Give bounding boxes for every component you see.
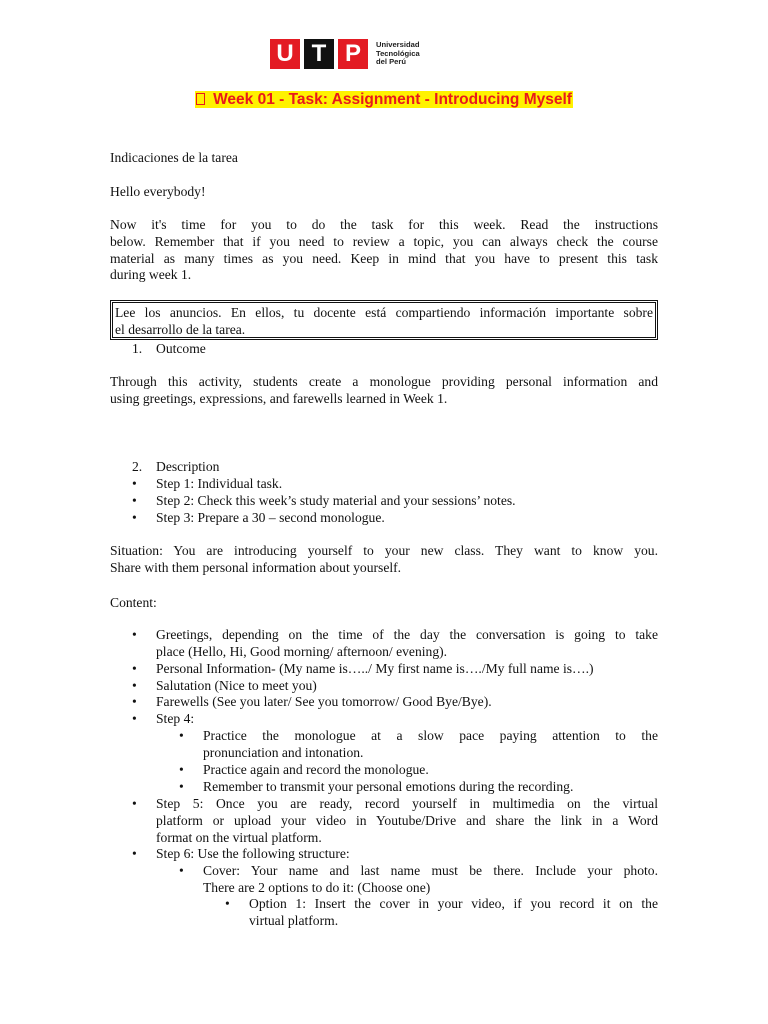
content-line: Step 6: Use the following structure: xyxy=(156,846,350,861)
sub-line: pronunciation and intonation. xyxy=(203,744,364,760)
content-line: format on the virtual platform. xyxy=(156,829,322,845)
list-item xyxy=(132,627,658,661)
list-item xyxy=(132,694,492,711)
content-line: place (Hello, Hi, Good morning/ afternoon/ evening). xyxy=(156,643,448,659)
title-highlight xyxy=(195,91,573,108)
logo-line-2: Tecnológica xyxy=(376,48,420,58)
step-text: Step 1: Individual task. xyxy=(156,476,283,491)
bullet-icon: • xyxy=(132,694,137,709)
content-line: Farewells (See you later/ See you tomorrow/ Good Bye/Bye). xyxy=(156,694,492,709)
sub-line: Remember to transmit your personal emotions during the recording. xyxy=(203,779,574,794)
intro-line: Now it's time for you to do the task for this week. Read the instructions xyxy=(110,217,658,232)
bullet-icon: • xyxy=(132,510,137,525)
content-line: Personal Information- (My name is…../ My first name is…./My full name is….) xyxy=(156,661,594,676)
list-item xyxy=(179,863,658,897)
list-item xyxy=(179,762,429,779)
notice-line: el desarrollo de la tarea. xyxy=(115,321,246,337)
sub-line: Practice the monologue at a slow pace paying attention to the xyxy=(203,728,658,743)
sub-line: Cover: Your name and last name must be there. Include your photo. xyxy=(203,863,658,878)
title-text: Week 01 - Task: Assignment - Introducing Myself xyxy=(213,91,572,108)
instructions-heading: Indicaciones de la tarea xyxy=(110,150,238,165)
utp-logo xyxy=(270,38,420,70)
list-item xyxy=(132,846,350,863)
logo-line-1: Universidad xyxy=(376,40,420,50)
logo-line-3: del Perú xyxy=(376,57,406,67)
page-title xyxy=(0,90,768,110)
list-item xyxy=(179,728,658,762)
list-item xyxy=(132,678,317,695)
sub-line: Practice again and record the monologue. xyxy=(203,762,429,777)
bullet-icon: • xyxy=(132,661,137,676)
checkbox-glyph-icon xyxy=(196,93,205,105)
notice-box xyxy=(110,300,658,340)
bullet-icon: • xyxy=(179,762,184,777)
content-line: Greetings, depending on the time of the day the conversation is going to take xyxy=(156,627,658,642)
sub-line: There are 2 options to do it: (Choose one) xyxy=(203,879,431,895)
bullet-icon: • xyxy=(132,796,137,811)
list-item xyxy=(132,796,658,846)
bullet-icon: • xyxy=(225,896,230,911)
logo-letter-t: T xyxy=(304,39,334,69)
step-text: Step 2: Check this week’s study material and your sessions’ notes. xyxy=(156,493,516,508)
situation-paragraph xyxy=(110,543,658,577)
intro-line: during week 1. xyxy=(110,267,192,283)
intro-paragraph xyxy=(110,217,658,284)
bullet-icon: • xyxy=(132,678,137,693)
bullet-icon: • xyxy=(179,863,184,878)
list-item xyxy=(132,661,594,678)
bullet-icon: • xyxy=(132,476,137,491)
list-item xyxy=(132,493,516,510)
bullet-icon: • xyxy=(132,627,137,642)
greeting-text: Hello everybody! xyxy=(110,184,206,199)
bullet-icon: • xyxy=(132,846,137,861)
situation-line: Situation: You are introducing yourself to your new class. They want to know you. xyxy=(110,543,658,558)
outcome-number: 1. xyxy=(132,341,143,356)
content-line: Step 4: xyxy=(156,711,195,726)
logo-letter-u: U xyxy=(270,39,300,69)
intro-line: below. Remember that if you need to review a topic, you can always check the course xyxy=(110,233,658,249)
sub-line: Option 1: Insert the cover in your video, if you record it on the xyxy=(249,896,658,911)
description-label: Description xyxy=(156,459,220,474)
content-line: platform or upload your video in Youtube/Drive and share the link in a Word xyxy=(156,812,658,828)
bullet-icon: • xyxy=(179,779,184,794)
list-item xyxy=(132,711,195,728)
step-text: Step 3: Prepare a 30 – second monologue. xyxy=(156,510,385,525)
list-item xyxy=(179,779,574,796)
content-heading: Content: xyxy=(110,595,157,610)
description-number: 2. xyxy=(132,459,143,474)
intro-line: material as many times as you need. Keep in mind that you have to present this task xyxy=(110,250,658,266)
content-line: Salutation (Nice to meet you) xyxy=(156,678,317,693)
content-line: Step 5: Once you are ready, record yourself in multimedia on the virtual xyxy=(156,796,658,811)
bullet-icon: • xyxy=(132,493,137,508)
bullet-icon: • xyxy=(132,711,137,726)
situation-line: Share with them personal information about yourself. xyxy=(110,559,402,575)
outcome-line: using greetings, expressions, and farewells learned in Week 1. xyxy=(110,390,448,406)
list-item xyxy=(132,510,385,527)
outcome-label: Outcome xyxy=(156,341,206,356)
list-item xyxy=(225,896,658,930)
outcome-line: Through this activity, students create a monologue providing personal information and xyxy=(110,374,658,389)
bullet-icon: • xyxy=(179,728,184,743)
list-item xyxy=(132,476,283,493)
sub-line: virtual platform. xyxy=(249,912,339,928)
notice-line: Lee los anuncios. En ellos, tu docente está compartiendo información importante sobre xyxy=(115,305,653,320)
outcome-paragraph xyxy=(110,374,658,408)
logo-wordmark xyxy=(376,41,420,67)
logo-letter-p: P xyxy=(338,39,368,69)
